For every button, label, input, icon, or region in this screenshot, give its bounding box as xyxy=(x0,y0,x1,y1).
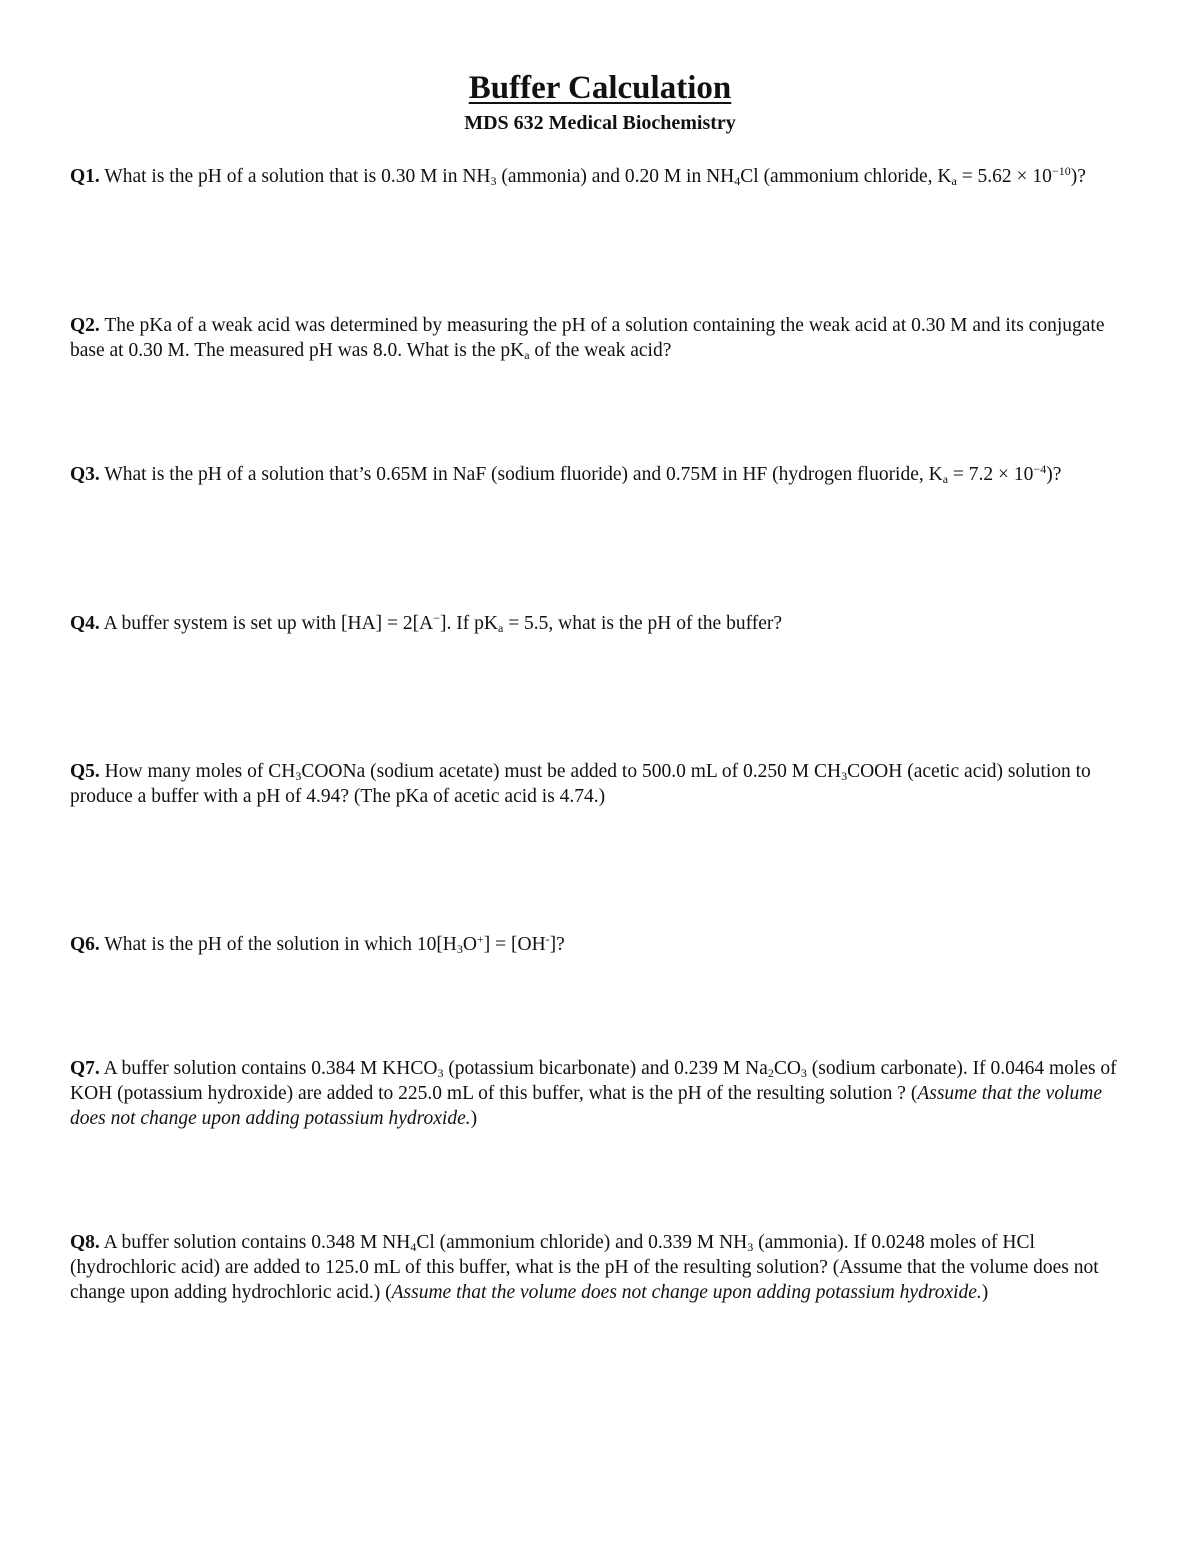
question-text: = 7.2 × 10 xyxy=(948,464,1034,485)
subscript: 3 xyxy=(456,942,463,956)
question-text: Cl (ammonium chloride, K xyxy=(740,166,952,187)
superscript: + xyxy=(476,932,484,946)
question-text: )? xyxy=(1046,464,1062,485)
question-number: Q6. xyxy=(70,934,100,955)
question-text: ]. If pK xyxy=(440,613,498,634)
question-text: (sodium carbonate). If 0.0464 moles of KOH (potassium hydroxide) are added to 225.0 mL of this buffer, what is the pH of the resulting solution ? ( xyxy=(70,1058,1117,1104)
question-text: O xyxy=(462,934,477,955)
subscript: 3 xyxy=(841,769,848,783)
subscript: a xyxy=(524,348,530,362)
question-text: ) xyxy=(470,1108,478,1129)
question-text: How many moles of CH xyxy=(99,761,296,782)
subscript: 4 xyxy=(410,1240,417,1254)
italic-note: Assume that the volume does not change upon adding potassium hydroxide. xyxy=(70,1083,1102,1129)
question-text: Cl (ammonium chloride) and 0.339 M NH xyxy=(416,1232,748,1253)
question-text: ] = [OH xyxy=(483,934,546,955)
question-text: ]? xyxy=(549,934,565,955)
question-number: Q7. xyxy=(70,1058,100,1079)
question-5 xyxy=(70,759,1130,809)
question-text: A buffer solution contains 0.384 M KHCO xyxy=(99,1058,438,1079)
superscript: −10 xyxy=(1051,164,1071,178)
question-4 xyxy=(70,611,1130,636)
question-3 xyxy=(70,462,1130,487)
question-8 xyxy=(70,1230,1130,1305)
subscript: a xyxy=(497,621,504,635)
question-text: What is the pH of a solution that is 0.30 M in NH xyxy=(99,166,491,187)
question-text: )? xyxy=(1070,166,1086,187)
subscript: 3 xyxy=(800,1066,807,1080)
subscript: a xyxy=(951,174,957,188)
question-number: Q5. xyxy=(70,761,100,782)
question-text: ) xyxy=(981,1282,989,1303)
question-text: (ammonia). If 0.0248 moles of HCl (hydrochloric acid) are added to 125.0 mL of this buffer, what is the pH of the resulting solution? (Assume that the volume does not change upon adding hydrochloric acid.) ( xyxy=(70,1232,1099,1303)
question-text: CO xyxy=(773,1058,801,1079)
question-number: Q4. xyxy=(70,613,100,634)
question-text: What is the pH of the solution in which 10[H xyxy=(99,934,457,955)
subscript: 3 xyxy=(295,769,302,783)
question-text: = 5.5, what is the pH of the buffer? xyxy=(503,613,783,634)
superscript: − xyxy=(433,611,441,625)
question-text: (ammonia) and 0.20 M in NH xyxy=(496,166,735,187)
question-text: of the weak acid? xyxy=(529,340,672,361)
question-6 xyxy=(70,932,1130,957)
question-text: COONa (sodium acetate) must be added to 500.0 mL of 0.250 M CH xyxy=(301,761,842,782)
subscript: 4 xyxy=(734,174,741,188)
question-7 xyxy=(70,1056,1130,1131)
question-2 xyxy=(70,313,1130,363)
question-number: Q8. xyxy=(70,1232,100,1253)
superscript: - xyxy=(545,932,550,946)
question-number: Q2. xyxy=(70,315,100,336)
subscript: 2 xyxy=(767,1066,774,1080)
question-text: = 5.62 × 10 xyxy=(956,166,1052,187)
question-text: What is the pH of a solution that’s 0.65M in NaF (sodium fluoride) and 0.75M in HF (hydrogen fluoride, K xyxy=(99,464,943,485)
document-subtitle: MDS 632 Medical Biochemistry xyxy=(464,112,736,134)
subscript: 3 xyxy=(437,1066,444,1080)
document-title: Buffer Calculation xyxy=(468,70,732,106)
subscript: 3 xyxy=(747,1240,754,1254)
question-text: A buffer system is set up with [HA] = 2[A xyxy=(99,613,434,634)
question-text: A buffer solution contains 0.348 M NH xyxy=(99,1232,411,1253)
question-text: COOH (acetic acid) solution to produce a buffer with a pH of 4.94? (The pKa of acetic acid is 4.74.) xyxy=(70,761,1091,807)
question-number: Q3. xyxy=(70,464,100,485)
question-1 xyxy=(70,164,1130,189)
italic-note: Assume that the volume does not change upon adding potassium hydroxide. xyxy=(391,1282,982,1303)
question-number: Q1. xyxy=(70,166,100,187)
question-text: (potassium bicarbonate) and 0.239 M Na xyxy=(443,1058,768,1079)
subscript: a xyxy=(942,472,949,486)
subscript: 3 xyxy=(490,174,497,188)
question-text: The pKa of a weak acid was determined by measuring the pH of a solution containing the weak acid at 0.30 M and its conjugate base at 0.30 M. The measured pH was 8.0. What is the pK xyxy=(70,315,1105,361)
superscript: −4 xyxy=(1033,462,1047,476)
